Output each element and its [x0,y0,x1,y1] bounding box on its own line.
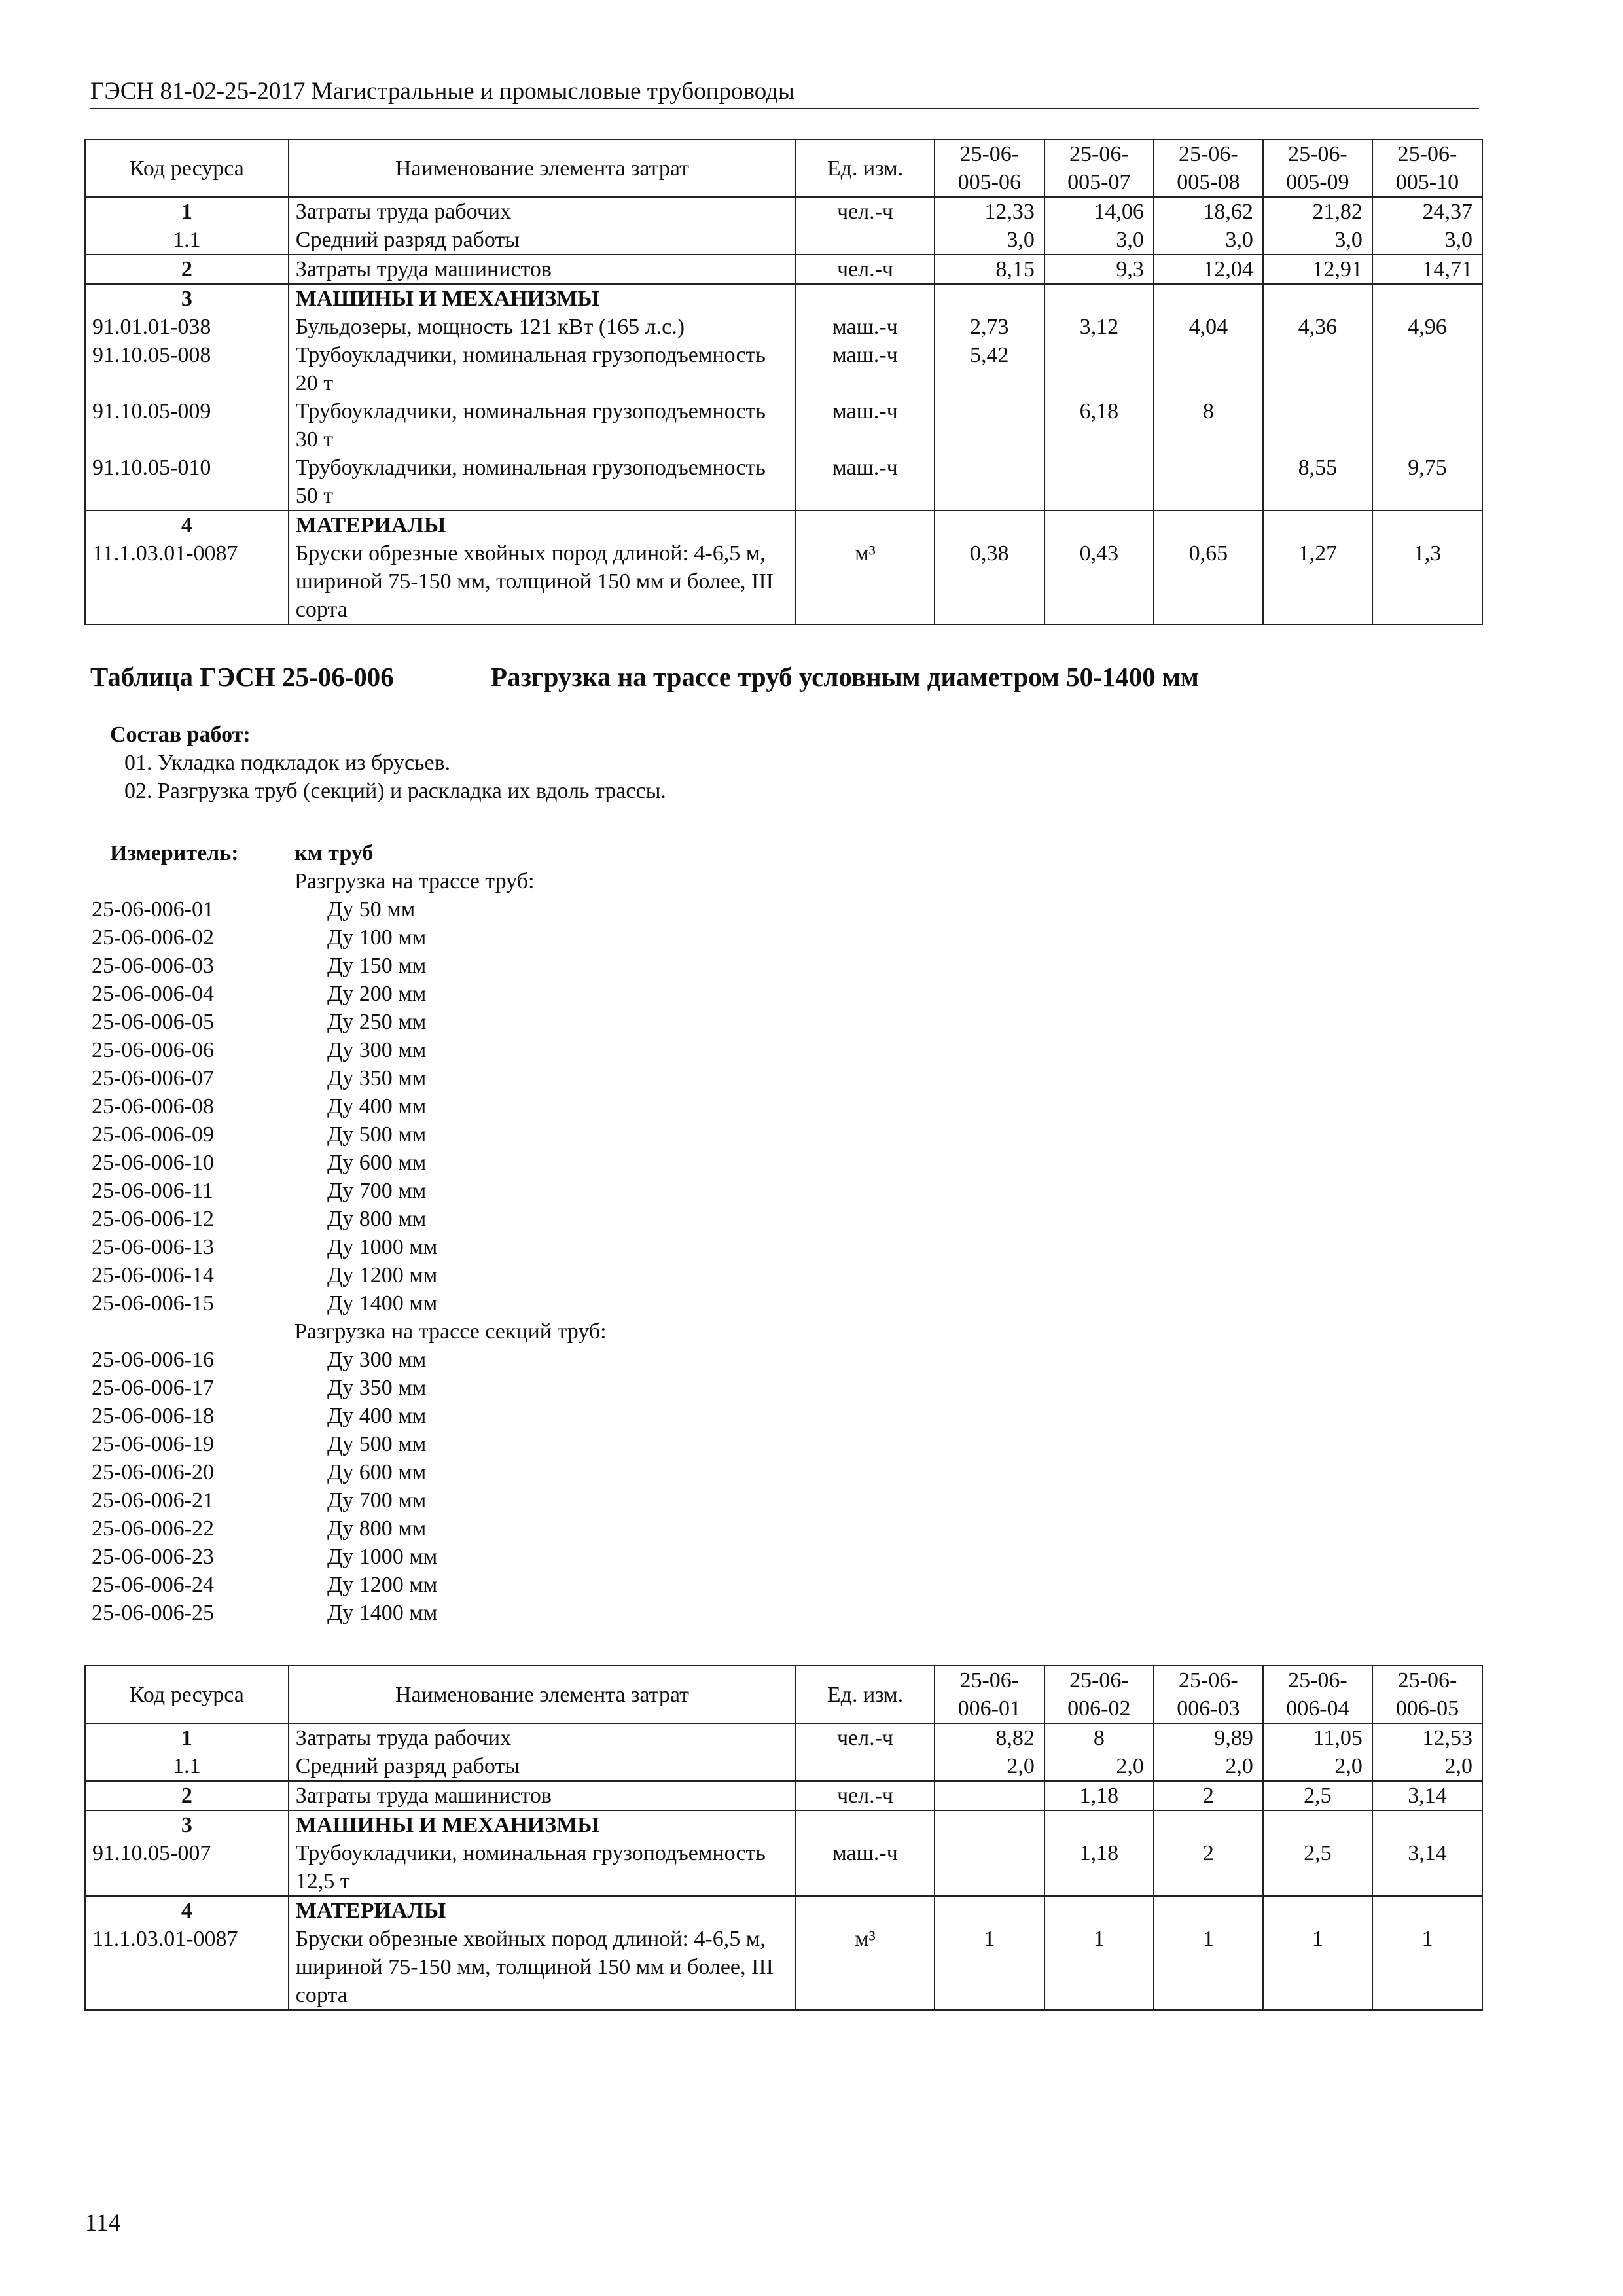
measure-unit: км труб [294,841,374,865]
resource-value: 2,0 [935,1752,1044,1781]
resource-value: 1 [935,1925,1044,2010]
table-row [85,197,1482,226]
rate-name: Ду 150 мм [327,954,427,978]
resource-value: 1 [1372,1925,1482,2010]
resource-code: 11.1.03.01-0087 [85,539,289,624]
resource-value: 9,89 [1154,1723,1263,1752]
resource-code: 1.1 [85,1752,289,1781]
rate-name: Ду 800 мм [327,1207,427,1231]
rate-code: 25-06-006-03 [92,954,214,978]
rate-code: 25-06-006-07 [92,1066,214,1090]
column-header: Ед. изм. [796,139,935,197]
column-header: Ед. изм. [796,1666,935,1723]
resource-name: Средний разряд работы [289,1752,796,1781]
resource-value: 1 [1154,1925,1263,2010]
resource-value: 2,0 [1263,1752,1372,1781]
table-header-row [85,139,1482,197]
resource-name: Бульдозеры, мощность 121 кВт (165 л.с.) [289,313,796,341]
resource-value: 9,75 [1372,454,1482,511]
rate-code: 25-06-006-14 [92,1263,214,1287]
work-item: 01. Укладка подкладок из брусьев. [124,751,451,775]
resource-unit: маш.-ч [796,1839,935,1896]
list-group-title-text: Разгрузка на трассе труб: [294,869,535,893]
resource-value [1044,454,1154,511]
resource-value [1154,511,1263,539]
resource-value [1154,341,1263,397]
resource-value: 1,18 [1044,1781,1154,1810]
rate-code: 25-06-006-13 [92,1235,214,1259]
rate-name: Ду 350 мм [327,1376,427,1400]
rate-code: 25-06-006-17 [92,1376,214,1400]
resource-value [1044,511,1154,539]
column-header: Код ресурса [85,139,289,197]
table-row [85,454,1482,511]
resource-value: 18,62 [1154,197,1263,226]
resource-unit: чел.-ч [796,197,935,226]
resource-value [1372,284,1482,313]
resource-code: 2 [85,255,289,284]
rate-code: 25-06-006-21 [92,1488,214,1513]
resource-value: 3,0 [1372,226,1482,255]
rate-name: Ду 800 мм [327,1516,427,1541]
rate-code: 25-06-006-15 [92,1291,214,1316]
column-header: 25-06- 006-01 [935,1666,1044,1723]
rate-name: Ду 500 мм [327,1122,427,1147]
resource-value: 24,37 [1372,197,1482,226]
column-header: 25-06- 005-07 [1044,139,1154,197]
work-item: 02. Разгрузка труб (секций) и раскладка их вдоль трассы. [124,779,666,803]
resource-unit [796,1810,935,1839]
resource-value [1372,1896,1482,1925]
resource-value [1044,1810,1154,1839]
table-row [85,539,1482,624]
resource-unit: м³ [796,539,935,624]
table-title: Разгрузка на трассе труб условным диаметром 50-1400 мм [491,662,1199,692]
rate-name: Ду 700 мм [327,1488,427,1513]
resource-unit: чел.-ч [796,1723,935,1752]
resource-value: 2,0 [1372,1752,1482,1781]
rate-name: Ду 600 мм [327,1460,427,1484]
resource-value: 4,04 [1154,313,1263,341]
rate-code: 25-06-006-06 [92,1038,214,1062]
table-row [85,1925,1482,2010]
table-heading [90,661,1199,692]
resource-code: 91.10.05-008 [85,341,289,397]
resource-value: 9,3 [1044,255,1154,284]
table-row [85,255,1482,284]
resource-name: Затраты труда рабочих [289,197,796,226]
resource-code: 1 [85,197,289,226]
resource-value [1154,1896,1263,1925]
resource-code: 91.10.05-010 [85,454,289,511]
resource-value: 3,14 [1372,1839,1482,1896]
rate-code: 25-06-006-16 [92,1348,214,1372]
resource-name: Трубоукладчики, номинальная грузоподъемность 12,5 т [289,1839,796,1896]
rate-name: Ду 50 мм [327,897,416,922]
resource-table-1 [84,139,1483,625]
resource-value [1263,284,1372,313]
rate-code: 25-06-006-24 [92,1573,214,1597]
rate-name: Ду 300 мм [327,1038,427,1062]
list-group-title-text: Разгрузка на трассе секций труб: [294,1319,607,1344]
resource-value [1044,1896,1154,1925]
rate-name: Ду 100 мм [327,925,427,950]
column-header: Код ресурса [85,1666,289,1723]
resource-code: 1.1 [85,226,289,255]
rate-code: 25-06-006-23 [92,1545,214,1569]
resource-unit: маш.-ч [796,341,935,397]
table-row [85,341,1482,397]
resource-code: 4 [85,1896,289,1925]
resource-value [1372,1810,1482,1839]
page-number: 114 [85,2210,121,2236]
resource-value [1263,1810,1372,1839]
column-header: 25-06- 006-03 [1154,1666,1263,1723]
rate-code: 25-06-006-02 [92,925,214,950]
rate-code: 25-06-006-09 [92,1122,214,1147]
resource-value: 3,12 [1044,313,1154,341]
resource-name: Бруски обрезные хвойных пород длиной: 4-6,5 м, шириной 75-150 мм, толщиной 150 мм и более, III сорта [289,539,796,624]
resource-code: 91.01.01-038 [85,313,289,341]
resource-value: 3,0 [1154,226,1263,255]
resource-name: МАТЕРИАЛЫ [289,511,796,539]
column-header: Наименование элемента затрат [289,139,796,197]
rate-name: Ду 200 мм [327,982,427,1006]
resource-code: 91.10.05-007 [85,1839,289,1896]
resource-value [935,1896,1044,1925]
resource-value: 12,33 [935,197,1044,226]
rate-code: 25-06-006-18 [92,1404,214,1428]
resource-value: 3,14 [1372,1781,1482,1810]
resource-unit [796,511,935,539]
resource-value: 3,0 [1044,226,1154,255]
resource-code: 4 [85,511,289,539]
resource-value: 8,55 [1263,454,1372,511]
column-header: 25-06- 005-06 [935,139,1044,197]
resource-value: 12,91 [1263,255,1372,284]
rate-name: Ду 500 мм [327,1432,427,1456]
table-row [85,1723,1482,1752]
resource-value: 2,5 [1263,1781,1372,1810]
rate-code: 25-06-006-12 [92,1207,214,1231]
resource-value: 2,0 [1154,1752,1263,1781]
resource-value [1263,511,1372,539]
resource-name: МАТЕРИАЛЫ [289,1896,796,1925]
rate-code: 25-06-006-19 [92,1432,214,1456]
rate-name: Ду 1200 мм [327,1573,438,1597]
table-row [85,1896,1482,1925]
table-row [85,511,1482,539]
table-row [85,1810,1482,1839]
rate-name: Ду 400 мм [327,1094,427,1119]
resource-name: Трубоукладчики, номинальная грузоподъемность 50 т [289,454,796,511]
resource-unit [796,226,935,255]
rate-code: 25-06-006-01 [92,897,214,922]
resource-value [935,1810,1044,1839]
resource-value: 12,53 [1372,1723,1482,1752]
resource-value [1372,397,1482,454]
resource-name: Трубоукладчики, номинальная грузоподъемность 20 т [289,341,796,397]
resource-value [1263,341,1372,397]
resource-value: 2 [1154,1839,1263,1896]
resource-value: 21,82 [1263,197,1372,226]
rate-code: 25-06-006-04 [92,982,214,1006]
resource-value: 1 [1263,1925,1372,2010]
resource-value: 2,0 [1044,1752,1154,1781]
resource-unit: маш.-ч [796,313,935,341]
column-header: Наименование элемента затрат [289,1666,796,1723]
resource-unit [796,1752,935,1781]
resource-value: 4,36 [1263,313,1372,341]
resource-value: 0,65 [1154,539,1263,624]
resource-code: 1 [85,1723,289,1752]
table-row [85,284,1482,313]
resource-value [1372,341,1482,397]
resource-table-2 [84,1665,1483,2011]
resource-value: 5,42 [935,341,1044,397]
table-row [85,313,1482,341]
table-row [85,1839,1482,1896]
resource-value [1263,397,1372,454]
resource-value [935,511,1044,539]
rate-name: Ду 600 мм [327,1151,427,1175]
resource-value: 3,0 [1263,226,1372,255]
rate-name: Ду 300 мм [327,1348,427,1372]
resource-value: 2,73 [935,313,1044,341]
resource-name: МАШИНЫ И МЕХАНИЗМЫ [289,1810,796,1839]
resource-value: 1,3 [1372,539,1482,624]
rate-name: Ду 1400 мм [327,1601,438,1625]
rate-name: Ду 350 мм [327,1066,427,1090]
table-header-row [85,1666,1482,1723]
column-header: 25-06- 006-05 [1372,1666,1482,1723]
rate-name: Ду 250 мм [327,1010,427,1034]
rate-name: Ду 700 мм [327,1179,427,1203]
resource-value [935,284,1044,313]
resource-name: Затраты труда рабочих [289,1723,796,1752]
resource-value [935,1839,1044,1896]
resource-value: 8 [1044,1723,1154,1752]
column-header: 25-06- 006-04 [1263,1666,1372,1723]
resource-value: 0,38 [935,539,1044,624]
resource-value: 4,96 [1372,313,1482,341]
resource-value: 3,0 [935,226,1044,255]
measure-label: Измеритель: [110,841,239,865]
resource-code: 91.10.05-009 [85,397,289,454]
resource-name: Затраты труда машинистов [289,255,796,284]
table-code: Таблица ГЭСН 25-06-006 [90,662,394,692]
rate-name: Ду 1000 мм [327,1235,438,1259]
resource-value [1044,284,1154,313]
work-composition-title: Состав работ: [110,723,251,747]
resource-value: 14,71 [1372,255,1482,284]
resource-unit: маш.-ч [796,454,935,511]
resource-name: Затраты труда машинистов [289,1781,796,1810]
resource-name: Бруски обрезные хвойных пород длиной: 4-6,5 м, шириной 75-150 мм, толщиной 150 мм и более, III сорта [289,1925,796,2010]
table-row [85,397,1482,454]
resource-value: 1,27 [1263,539,1372,624]
resource-value: 8,82 [935,1723,1044,1752]
column-header: 25-06- 005-08 [1154,139,1263,197]
resource-unit [796,1896,935,1925]
table-row [85,226,1482,255]
header-rule [90,108,1479,109]
resource-name: Трубоукладчики, номинальная грузоподъемность 30 т [289,397,796,454]
resource-value: 12,04 [1154,255,1263,284]
table-row [85,1752,1482,1781]
resource-value [935,1781,1044,1810]
resource-value: 2,5 [1263,1839,1372,1896]
rate-code: 25-06-006-20 [92,1460,214,1484]
resource-name: МАШИНЫ И МЕХАНИЗМЫ [289,284,796,313]
resource-value: 11,05 [1263,1723,1372,1752]
rate-name: Ду 1400 мм [327,1291,438,1316]
resource-code: 11.1.03.01-0087 [85,1925,289,2010]
rate-code: 25-06-006-25 [92,1601,214,1625]
resource-value: 14,06 [1044,197,1154,226]
resource-unit: чел.-ч [796,1781,935,1810]
resource-value [1372,511,1482,539]
rate-name: Ду 400 мм [327,1404,427,1428]
rate-name: Ду 1200 мм [327,1263,438,1287]
resource-unit: чел.-ч [796,255,935,284]
resource-value: 1,18 [1044,1839,1154,1896]
resource-value: 8 [1154,397,1263,454]
rate-name: Ду 1000 мм [327,1545,438,1569]
resource-code: 2 [85,1781,289,1810]
resource-code: 3 [85,284,289,313]
resource-unit [796,284,935,313]
column-header: 25-06- 005-09 [1263,139,1372,197]
resource-value [935,397,1044,454]
table-row [85,1781,1482,1810]
rate-code: 25-06-006-10 [92,1151,214,1175]
resource-value [1263,1896,1372,1925]
resource-value: 2 [1154,1781,1263,1810]
resource-value [1154,1810,1263,1839]
resource-value: 6,18 [1044,397,1154,454]
resource-unit: м³ [796,1925,935,2010]
resource-unit: маш.-ч [796,397,935,454]
rate-code: 25-06-006-11 [92,1179,213,1203]
resource-value: 0,43 [1044,539,1154,624]
rate-code: 25-06-006-22 [92,1516,214,1541]
running-header: ГЭСН 81-02-25-2017 Магистральные и промысловые трубопроводы [90,78,794,105]
column-header: 25-06- 006-02 [1044,1666,1154,1723]
resource-code: 3 [85,1810,289,1839]
resource-name: Средний разряд работы [289,226,796,255]
rate-code: 25-06-006-05 [92,1010,214,1034]
rate-code: 25-06-006-08 [92,1094,214,1119]
resource-value: 1 [1044,1925,1154,2010]
resource-value [1154,284,1263,313]
resource-value [1044,341,1154,397]
column-header: 25-06- 005-10 [1372,139,1482,197]
resource-value: 8,15 [935,255,1044,284]
resource-value [935,454,1044,511]
resource-value [1154,454,1263,511]
